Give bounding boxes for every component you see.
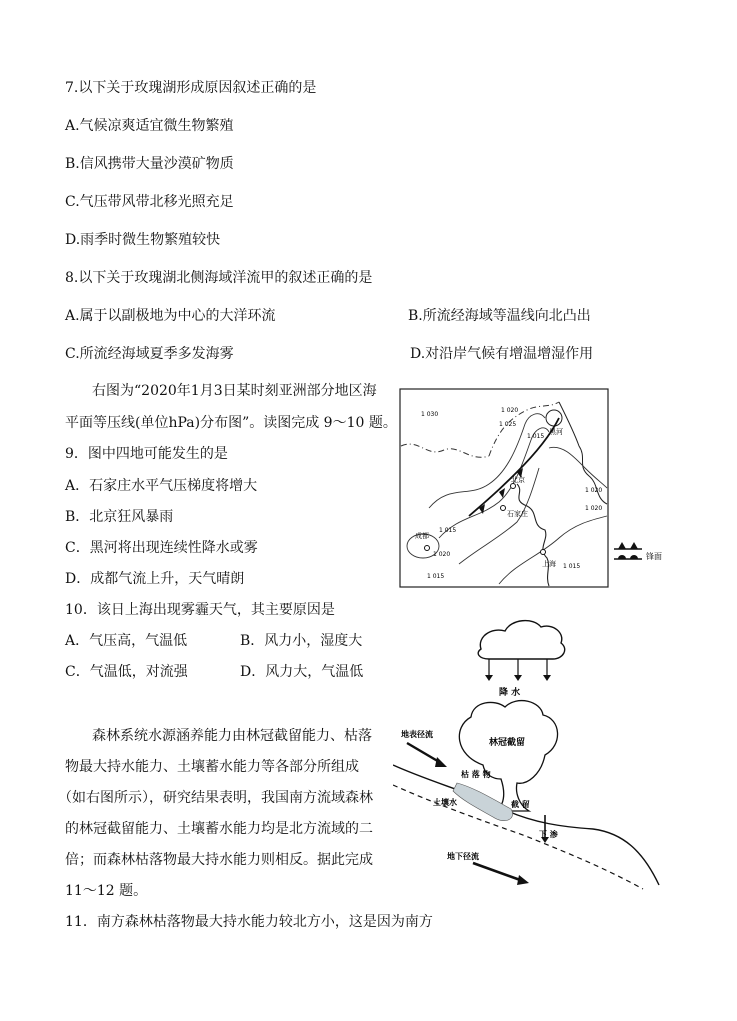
q9-option-c: C．黑河将出现连续性降水或雾 — [65, 540, 258, 556]
isobar-value: 1 015 — [439, 527, 457, 534]
intro-11-12-line1: 森林系统水源涵养能力由林冠截留能力、枯落 — [92, 728, 372, 744]
city-dot-shijiazhuang — [501, 506, 506, 511]
label-infiltration: 下 渗 — [539, 830, 558, 839]
label-soil-water: 土壤水 — [433, 798, 457, 807]
front-legend — [612, 535, 672, 575]
intro-11-12-line2: 物最大持水能力、土壤蓄水能力等各部分所组成 — [65, 759, 359, 775]
intro-11-12-line4: 的林冠截留能力、土壤蓄水能力均是北方流域的二 — [65, 821, 373, 837]
intro-11-12-line5: 倍；而森林枯落物最大持水能力则相反。据此完成 — [65, 852, 373, 868]
surface-runoff-arrowhead — [435, 757, 447, 767]
legend-cold-front-triangle — [630, 542, 638, 549]
q7-stem: 7.以下关于玫瑰湖形成原因叙述正确的是 — [65, 80, 317, 96]
isobar-value: 1 020 — [585, 487, 603, 494]
intro-9-10-line2: 平面等压线(单位hPa)分布图”。读图完成 9～10 题。 — [65, 415, 397, 431]
surface-runoff-arrow — [407, 743, 441, 763]
legend-warm-front-semicircle — [618, 555, 626, 559]
q8-option-a: A.属于以副极地为中心的大洋环流 — [65, 308, 276, 324]
q10-stem: 10．该日上海出现雾霾天气，其主要原因是 — [65, 602, 335, 618]
rain-arrowhead — [514, 675, 522, 681]
legend-warm-front-semicircle — [630, 555, 638, 559]
q8-stem: 8.以下关于玫瑰湖北侧海域洋流甲的叙述正确的是 — [65, 270, 373, 286]
underground-runoff-arrowhead — [517, 875, 529, 885]
city-dot-beijing — [511, 484, 516, 489]
q7-option-c: C.气压带风带北移光照充足 — [65, 194, 234, 210]
q7-option-d: D.雨季时微生物繁殖较快 — [65, 232, 221, 248]
label-surface-runoff: 地表径流 — [401, 730, 433, 739]
label-litter: 枯 落 物 — [461, 770, 491, 779]
label-shijiazhuang: 石家庄 — [507, 510, 528, 518]
q10-option-a: A．气压高，气温低 — [65, 633, 188, 649]
isobar-value: 1 025 — [499, 421, 517, 428]
rain-arrowhead — [485, 675, 493, 681]
q7-option-b: B.信风携带大量沙漠矿物质 — [65, 156, 234, 172]
city-dot-chengdu — [425, 546, 430, 551]
isobar-value: 1 020 — [501, 407, 519, 414]
q10-option-c: C．气温低，对流强 — [65, 664, 188, 680]
forest-water-diagram — [393, 615, 665, 897]
isobar-value: 1 015 — [563, 563, 581, 570]
label-chengdu: 成都 — [415, 532, 429, 540]
underground-runoff-arrow — [473, 863, 523, 881]
label-beijing: 北京 — [511, 476, 525, 484]
q9-option-b: B．北京狂风暴雨 — [65, 509, 174, 525]
label-shanghai: 上海 — [542, 560, 556, 568]
intro-11-12-line3: （如右图所示），研究结果表明，我国南方流域森林 — [58, 790, 373, 806]
q7-option-a: A.气候凉爽适宜微生物繁殖 — [65, 118, 234, 134]
label-underground-runoff: 地下径流 — [447, 852, 479, 861]
rain-arrowhead — [543, 675, 551, 681]
q10-option-b: B．风力小，湿度大 — [240, 633, 363, 649]
isobar-value: 1 020 — [433, 551, 451, 558]
label-precip: 降 水 — [499, 688, 521, 698]
q8-option-b: B.所流经海域等温线向北凸出 — [408, 308, 591, 324]
q9-option-a: A．石家庄水平气压梯度将增大 — [65, 478, 258, 494]
q8-option-c: C.所流经海域夏季多发海雾 — [65, 346, 234, 362]
legend-cold-front-triangle — [618, 542, 626, 549]
isobar-value: 1 020 — [585, 505, 603, 512]
ground-surface — [393, 765, 659, 885]
cloud — [478, 621, 565, 659]
q10-option-d: D．风力大，气温低 — [240, 664, 364, 680]
city-dot-shanghai — [541, 550, 546, 555]
q11-stem: 11．南方森林枯落物最大持水能力较北方小，这是因为南方 — [65, 914, 433, 930]
isobar-value: 1 015 — [527, 433, 545, 440]
q9-stem: 9．图中四地可能发生的是 — [65, 446, 228, 462]
isobar-map-figure — [399, 388, 609, 588]
intro-11-12-line6: 11～12 题。 — [65, 883, 148, 899]
legend-label: 锋面 — [646, 552, 662, 561]
isobar-value: 1 015 — [427, 573, 445, 580]
label-heihe: 黑河 — [549, 428, 563, 436]
q9-option-d: D．成都气流上升，天气晴朗 — [65, 571, 245, 587]
isobar-value: 1 030 — [421, 411, 439, 418]
label-canopy: 林冠截留 — [489, 738, 526, 748]
intro-9-10-line1: 右图为“2020年1月3日某时刻亚洲部分地区海 — [92, 383, 377, 399]
label-interception: 截 留 — [511, 800, 530, 809]
map-frame — [400, 389, 608, 587]
q8-option-d: D.对沿岸气候有增温增湿作用 — [410, 346, 594, 362]
